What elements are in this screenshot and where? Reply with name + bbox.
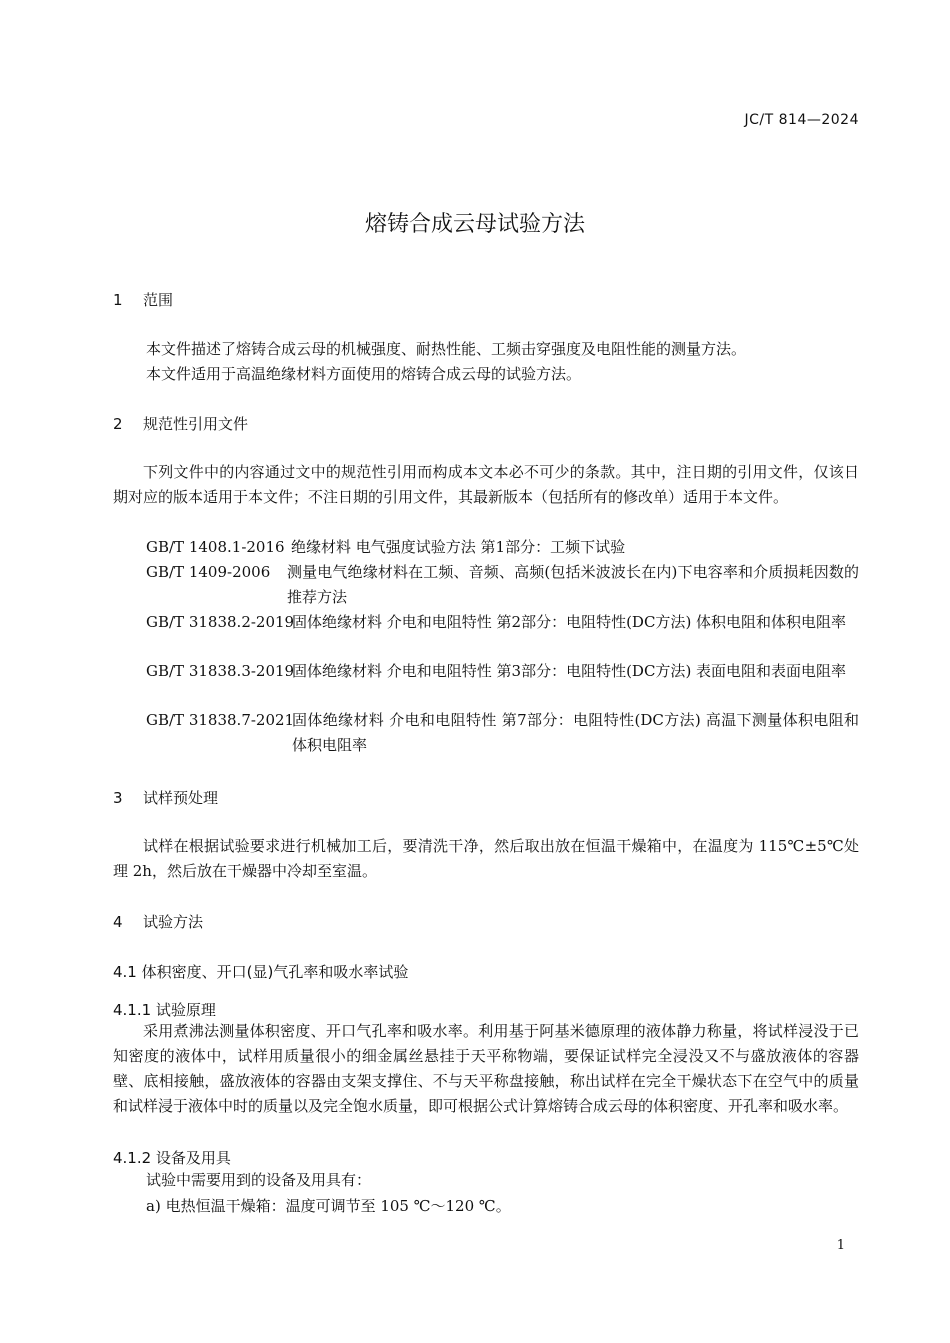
reference-title: 绝缘材料 电气强度试验方法 第1部分：工频下试验: [291, 538, 626, 556]
section-title: 规范性引用文件: [143, 415, 249, 433]
reference-item: [146, 659, 859, 684]
reference-code: GB/T 1409-2006: [146, 563, 271, 581]
reference-item: [146, 708, 859, 758]
reference-title: 固体绝缘材料 介电和电阻特性 第3部分：电阻特性(DC方法) 表面电阻和表面电阻率: [292, 662, 847, 680]
section-3-heading: [113, 787, 218, 808]
section-3-paragraph: 试样在根据试验要求进行机械加工后，要清洗干净，然后取出放在恒温干燥箱中，在温度为 115℃±5℃处理 2h，然后放在干燥器中冷却至室温。: [113, 837, 859, 880]
section-number: 1: [113, 291, 123, 309]
section-number: 2: [113, 415, 123, 433]
section-4-heading: [113, 911, 203, 932]
page-number: 1: [836, 1238, 845, 1253]
equipment-item-a: a) 电热恒温干燥箱：温度可调节至 105 ℃～120 ℃。: [146, 1197, 511, 1215]
equipment-intro: 试验中需要用到的设备及用具有：: [146, 1171, 372, 1189]
section-title: 试样预处理: [143, 789, 219, 807]
section-1-paragraph-1: 本文件描述了熔铸合成云母的机械强度、耐热性能、工频击穿强度及电阻性能的测量方法。: [146, 340, 747, 358]
subsection-4-1-2-heading: 4.1.2 设备及用具: [113, 1149, 231, 1167]
reference-code: GB/T 1408.1-2016: [146, 538, 285, 556]
reference-title: 测量电气绝缘材料在工频、音频、高频(包括米波波长在内)下电容率和介质损耗因数的推荐方法: [287, 563, 859, 606]
reference-item: [146, 535, 859, 560]
section-title: 范围: [143, 291, 174, 309]
subsection-4-1-heading: 4.1 体积密度、开口(显)气孔率和吸水率试验: [113, 963, 409, 981]
reference-code: GB/T 31838.3-2019: [146, 662, 295, 680]
section-1-paragraph-2: 本文件适用于高温绝缘材料方面使用的熔铸合成云母的试验方法。: [146, 365, 582, 383]
section-number: 4: [113, 913, 123, 931]
reference-code: GB/T 31838.2-2019: [146, 613, 295, 631]
section-2-intro: 下列文件中的内容通过文中的规范性引用而构成本文本必不可少的条款。其中，注日期的引用文件，仅该日期对应的版本适用于本文件；不注日期的引用文件，其最新版本（包括所有的修改单）适用于本文件。: [113, 463, 859, 506]
standard-code: JC/T 814—2024: [744, 112, 859, 128]
reference-title: 固体绝缘材料 介电和电阻特性 第2部分：电阻特性(DC方法) 体积电阻和体积电阻率: [292, 613, 847, 631]
section-title: 试验方法: [143, 913, 204, 931]
reference-item: [146, 560, 859, 610]
document-title: 熔铸合成云母试验方法: [364, 212, 585, 237]
section-number: 3: [113, 789, 123, 807]
section-2-heading: [113, 413, 248, 434]
test-principle-paragraph: 采用煮沸法测量体积密度、开口气孔率和吸水率。利用基于阿基米德原理的液体静力称量，将试样浸没于已知密度的液体中，试样用质量很小的细金属丝悬挂于天平称物端，要保证试样完全浸没又不与盛放液体的容器壁、底相接触，盛放液体的容器由支架支撑住、不与天平称盘接触，称出试样在完全干燥状态下在空气中的质量和试样浸于液体中时的质量以及完全饱水质量，即可根据公式计算熔铸合成云母的体积密度、开孔率和吸水率。: [113, 1022, 859, 1115]
reference-item: [146, 610, 859, 635]
section-1-heading: [113, 289, 173, 310]
reference-code: GB/T 31838.7-2021: [146, 711, 295, 729]
subsection-4-1-1-heading: 4.1.1 试验原理: [113, 1001, 216, 1019]
reference-title: 固体绝缘材料 介电和电阻特性 第7部分：电阻特性(DC方法) 高温下测量体积电阻和体积电阻率: [292, 711, 859, 754]
